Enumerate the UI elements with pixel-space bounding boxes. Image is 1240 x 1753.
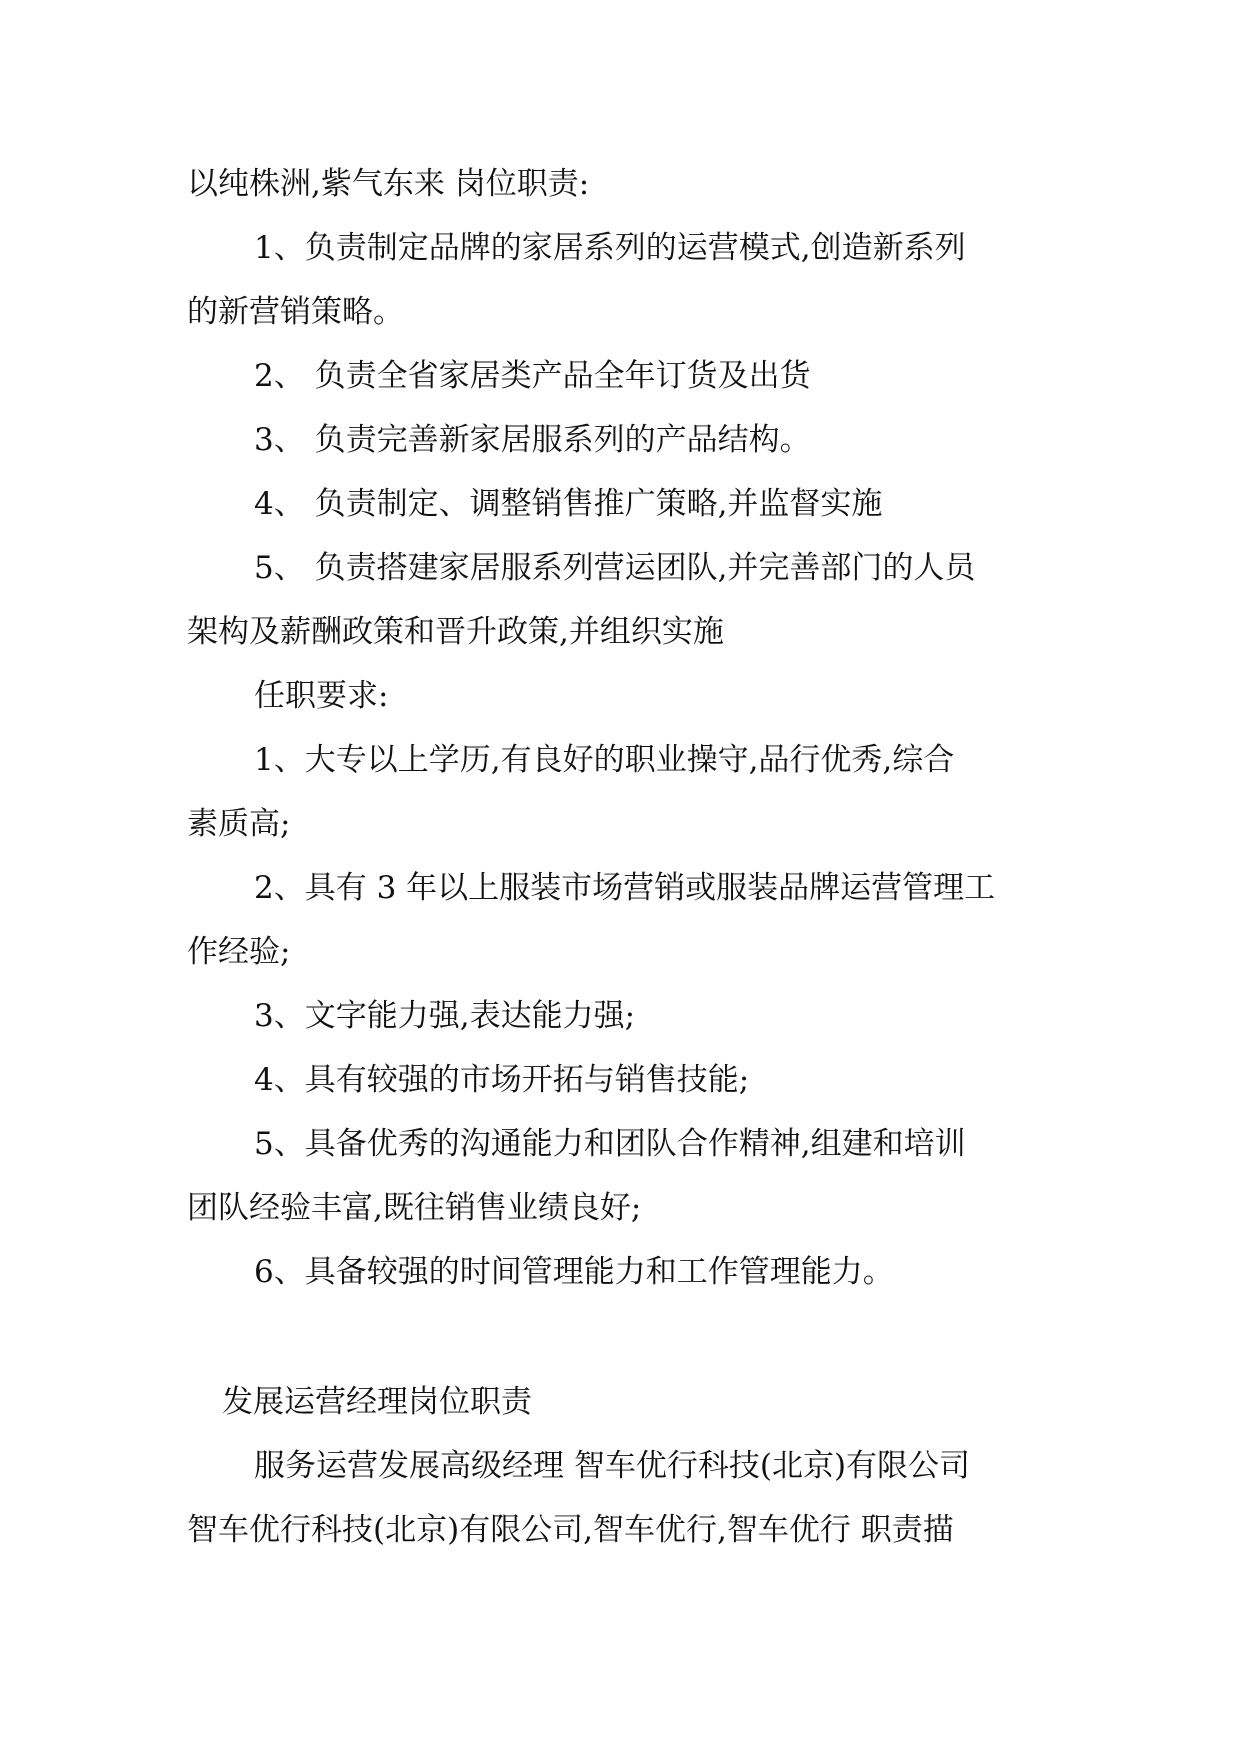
duty-item-2: 2、 负责全省家居类产品全年订货及出货 — [254, 358, 811, 394]
job-title-line: 服务运营发展高级经理 智车优行科技(北京)有限公司 — [254, 1448, 971, 1484]
requirement-item-3: 3、文字能力强,表达能力强; — [254, 998, 636, 1034]
duty-item-5: 5、 负责搭建家居服系列营运团队,并完善部门的人员 — [254, 550, 976, 586]
company-line: 智车优行科技(北京)有限公司,智车优行,智车优行 职责描 — [187, 1512, 954, 1548]
requirement-item-4: 4、具有较强的市场开拓与销售技能; — [254, 1062, 750, 1098]
requirements-heading: 任职要求: — [254, 678, 389, 714]
duty-item-1-continued: 的新营销策略。 — [187, 294, 404, 330]
requirement-item-2: 2、具有 3 年以上服装市场营销或服装品牌运营管理工 — [254, 870, 996, 906]
duty-item-4: 4、 负责制定、调整销售推广策略,并监督实施 — [254, 486, 883, 522]
duty-item-1: 1、负责制定品牌的家居系列的运营模式,创造新系列 — [254, 230, 966, 266]
requirement-item-5-continued: 团队经验丰富,既往销售业绩良好; — [187, 1190, 642, 1226]
requirement-item-2-continued: 作经验; — [187, 934, 291, 970]
intro-line: 以纯株洲,紫气东来 岗位职责: — [187, 166, 590, 202]
duty-item-5-continued: 架构及薪酬政策和晋升政策,并组织实施 — [187, 614, 724, 650]
requirement-item-1: 1、大专以上学历,有良好的职业操守,品行优秀,综合 — [254, 742, 955, 778]
requirement-item-5: 5、具备优秀的沟通能力和团队合作精神,组建和培训 — [254, 1126, 966, 1162]
duty-item-3: 3、 负责完善新家居服系列的产品结构。 — [254, 422, 811, 458]
requirement-item-6: 6、具备较强的时间管理能力和工作管理能力。 — [254, 1254, 894, 1290]
requirement-item-1-continued: 素质高; — [187, 806, 291, 842]
section-heading: 发展运营经理岗位职责 — [222, 1384, 532, 1420]
